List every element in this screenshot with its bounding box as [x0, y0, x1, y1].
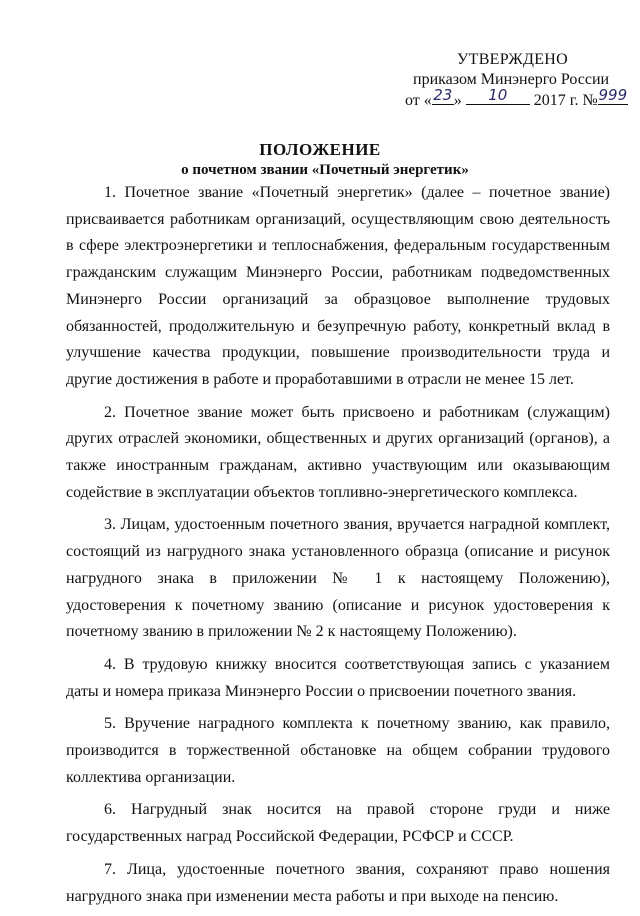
- approval-stamp: [405, 50, 628, 111]
- month-blank: [466, 86, 530, 105]
- paragraph-2: 2. Почетное звание может быть присвоено и работникам (служащим) других отраслей экономики, общественных и других организаций (органов), а также иностранным гражданам, активно участвующим или оказывающим содействие в эксплуатации объектов топливно-энергетического комплекса.: [66, 403, 610, 501]
- handwritten-day: 23: [433, 86, 453, 104]
- year-and-number-label: 2017 г. №: [533, 92, 598, 109]
- day-blank: [432, 86, 454, 105]
- paragraph-1: 1. Почетное звание «Почетный энергетик» (далее – почетное звание) присваивается работникам организаций, осуществляющим свою деятельность в сфере электроэнергетики и теплоснабжения, федеральным государственным гражданским служащим Минэнерго России, работникам подведомственных Минэнерго России организаций за образцовое выполнение трудовых обязанностей, продолжительную и безупречную работу, конкретный вклад в улучшение качества продукции, повышение производительности труда и другие достижения в работе и проработавшими в отрасли не менее 15 лет.: [66, 184, 610, 388]
- paragraph-7: 7. Лица, удостоенные почетного звания, сохраняют право ношения нагрудного знака при изменении места работы и при выходе на пенсию.: [66, 860, 610, 905]
- handwritten-number: 999: [598, 86, 628, 104]
- paragraph-4: 4. В трудовую книжку вносится соответствующая запись с указанием даты и номера приказа Минэнерго России о присвоении почетного звания.: [66, 655, 610, 700]
- paragraph-5: 5. Вручение наградного комплекта к почетному званию, как правило, производится в торжественной обстановке на общем собрании трудового коллектива организации.: [66, 715, 610, 786]
- document-heading: [0, 140, 640, 180]
- handwritten-month: 10: [488, 86, 508, 104]
- document-body: [66, 180, 610, 916]
- order-date-line: [405, 86, 628, 111]
- document-title: ПОЛОЖЕНИЕ: [259, 140, 381, 159]
- document-subtitle: о почетном звании «Почетный энергетик»: [181, 162, 469, 178]
- from-prefix: от «: [405, 92, 432, 109]
- paragraph-3: 3. Лицам, удостоенным почетного звания, вручается наградной комплект, состоящий из нагрудного знака установленного образца (описание и рисунок нагрудного знака в приложении № 1 к настоящему Положению), удостоверения к почетному званию (описание и рисунок удостоверения к почетному званию в приложении № 2 к настоящему Положению).: [66, 516, 610, 641]
- paragraph-6: 6. Нагрудный знак носится на правой стороне груди и ниже государственных наград Российской Федерации, РСФСР и СССР.: [66, 801, 610, 846]
- approved-label: УТВЕРЖДЕНО: [457, 51, 569, 68]
- number-blank: [598, 86, 628, 105]
- quote-close: »: [453, 92, 462, 109]
- approved-by-order: приказом Минэнерго России: [413, 71, 610, 88]
